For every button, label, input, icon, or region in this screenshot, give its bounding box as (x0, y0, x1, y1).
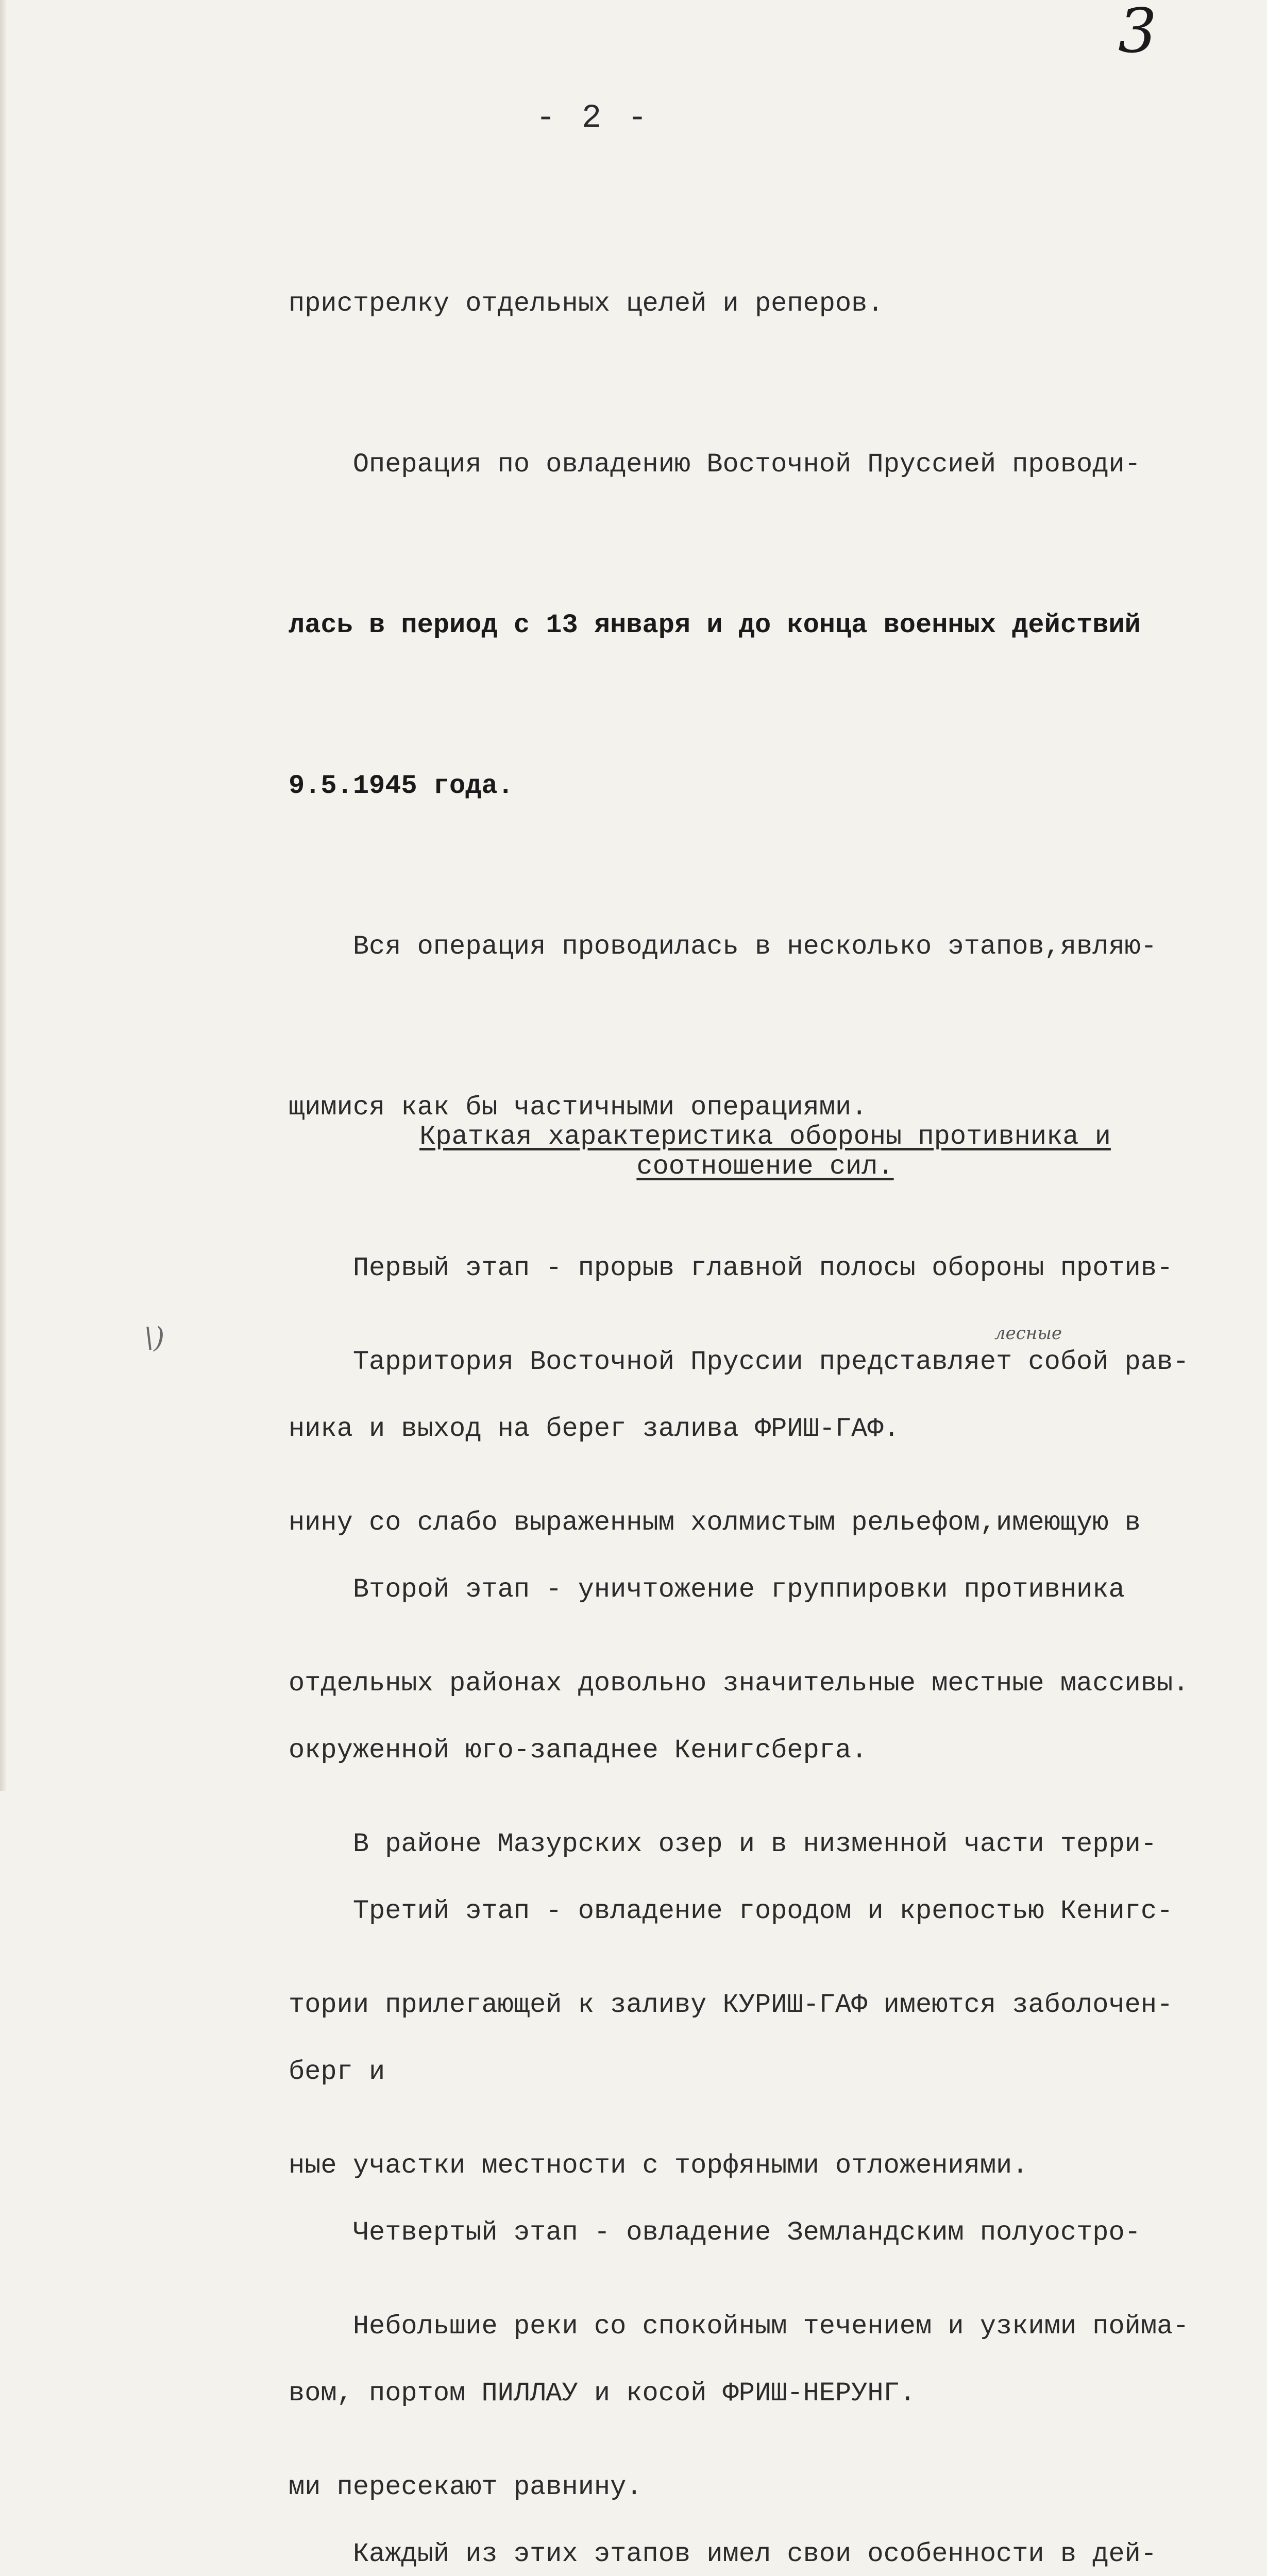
text-line: Вся операция проводилась в несколько этапов,являю- (289, 931, 1157, 962)
text-line: ми пересекают равнину. (289, 2472, 643, 2502)
text-line: Четвертый этап - овладение Земландским полуостро- (289, 2217, 1141, 2248)
text-line: тории прилегающей к заливу КУРИШ-ГАФ имеются заболочен- (289, 1990, 1173, 2020)
archive-page-number: 3 (1118, 0, 1157, 66)
text-line: Второй этап - уничтожение группировки противника (289, 1574, 1125, 1605)
text-line: берг и (289, 2057, 385, 2087)
text-line: Первый этап - прорыв главной полосы обороны против- (289, 1253, 1173, 1283)
text-line: окруженной юго-западнее Кенигсберга. (289, 1735, 868, 1766)
text-line: Третий этап - овладение городом и крепостью Кенигс- (289, 1896, 1173, 1926)
text-line: ника и выход на берег залива ФРИШ-ГАФ. (289, 1414, 900, 1444)
text-line: отдельных районах довольно значительные местные массивы. (289, 1668, 1189, 1699)
text-line: нину со слабо выраженным холмистым рельефом,имеющую в (289, 1507, 1141, 1538)
scan-edge-shadow (0, 0, 7, 1791)
handwritten-correction: лесные (994, 1323, 1062, 1344)
page-number: - 2 - (536, 100, 651, 137)
text-line: лась в период с 13 января и до конца военных действий (289, 610, 1141, 640)
section-heading-line-2: соотношение сил. (636, 1151, 894, 1182)
margin-mark: \) (144, 1321, 165, 1354)
text-line: Каждый из этих этапов имел свои особенности в дей- (289, 2539, 1157, 2569)
body-text-section-2 (289, 1228, 1242, 2576)
text-line: Операция по овладению Восточной Пруссией проводи- (289, 449, 1141, 480)
text-line: Тарритория Восточной Пруссии представляет собой рав- (289, 1347, 1189, 1377)
text-line: Небольшие реки со спокойным течением и узкими пойма- (289, 2311, 1189, 2342)
section-heading-line-1: Краткая характеристика обороны противника и (419, 1122, 1111, 1152)
text-line: 9.5.1945 года. (289, 771, 514, 801)
section-heading (289, 1122, 1242, 1182)
text-line: щимися как бы частичными операциями. (289, 1092, 868, 1123)
text-line: В районе Мазурских озер и в низменной части терри- (289, 1829, 1157, 1859)
text-line: пристрелку отдельных целей и реперов. (289, 289, 884, 319)
text-line: ные участки местности с торфяными отложениями. (289, 2150, 1028, 2181)
text-line: вом, портом ПИЛЛАУ и косой ФРИШ-НЕРУНГ. (289, 2378, 916, 2409)
